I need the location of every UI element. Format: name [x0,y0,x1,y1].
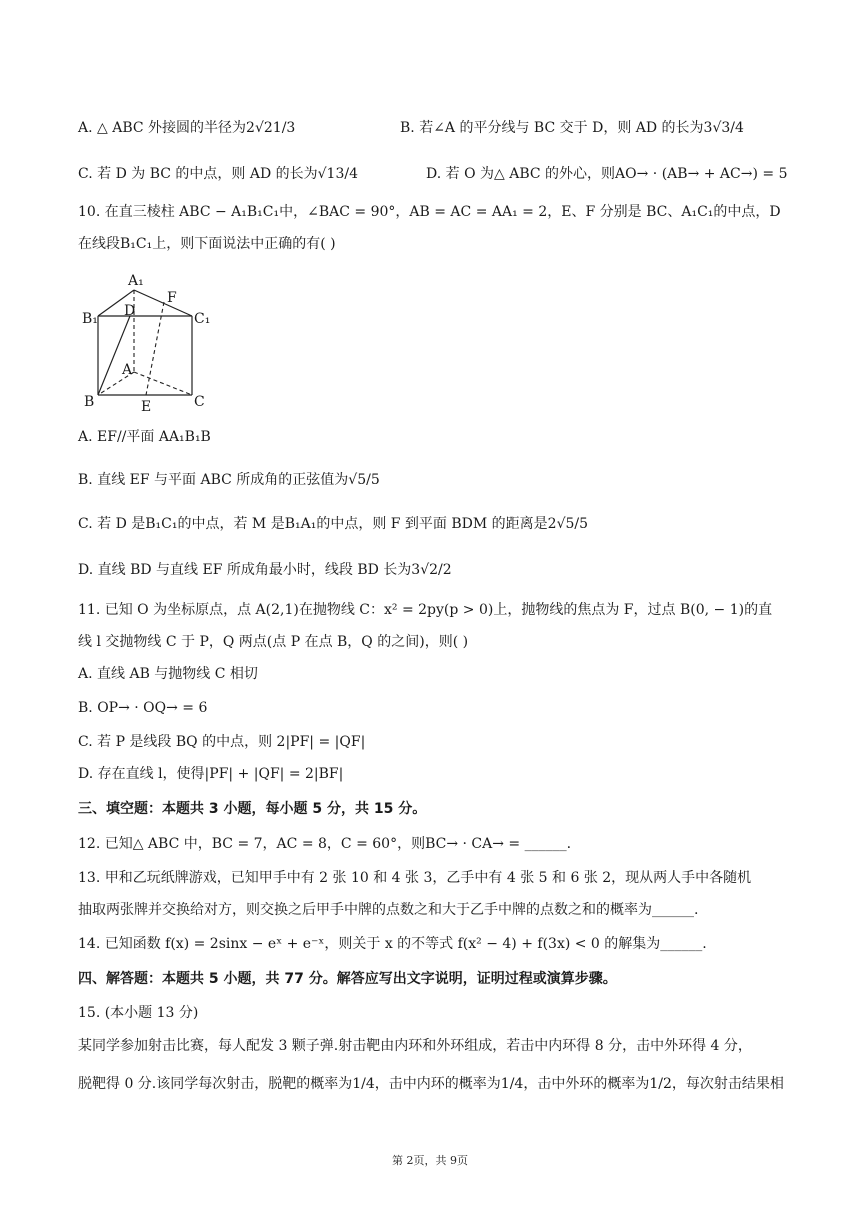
q15-line2: 脱靶得 0 分.该同学每次射击，脱靶的概率为1/4，击中内环的概率为1/4，击中外环的概率为1/2，每次射击结果相 [78,1076,784,1092]
label-a: A [122,362,133,378]
q9-option-c: C. 若 D 为 BC 的中点，则 AD 的长为√13/4 [78,166,358,182]
q10-option-a: A. EF//平面 AA₁B₁B [78,429,211,445]
q9-option-a: A. △ ABC 外接圆的半径为2√21/3 [78,120,296,136]
q10-stem-line1: 10. 在直三棱柱 ABC − A₁B₁C₁中，∠BAC = 90°，AB = AC = AA₁ = 2，E、F 分别是 BC、A₁C₁的中点，D [78,204,781,220]
label-c1: C₁ [194,311,211,327]
q11-stem-line1: 11. 已知 O 为坐标原点，点 A(2,1)在抛物线 C：x² = 2py(p > 0)上，抛物线的焦点为 F，过点 B(0, − 1)的直 [78,602,773,618]
q10-option-d: D. 直线 BD 与直线 EF 所成角最小时，线段 BD 长为3√2/2 [78,562,452,578]
q15-header: 15. (本小题 13 分) [78,1005,199,1021]
prism-figure [78,268,218,418]
q12: 12. 已知△ ABC 中，BC = 7，AC = 8，C = 60°，则BC→ · CA→ = ______. [78,836,572,852]
label-b: B [84,394,95,410]
page-footer: 第 2页，共 9页 [392,1154,468,1167]
q11-option-c: C. 若 P 是线段 BQ 的中点，则 2|PF| = |QF| [78,734,366,750]
section-4-heading: 四、解答题：本题共 5 小题，共 77 分。解答应写出文字说明，证明过程或演算步骤。 [78,971,617,987]
q10-option-b: B. 直线 EF 与平面 ABC 所成角的正弦值为√5/5 [78,472,380,488]
label-e: E [141,399,152,415]
label-c: C [194,394,205,410]
label-d: D [124,303,136,319]
q13-line1: 13. 甲和乙玩纸牌游戏，已知甲手中有 2 张 10 和 4 张 3，乙手中有 4 张 5 和 6 张 2，现从两人手中各随机 [78,870,752,886]
q11-option-d: D. 存在直线 l，使得|PF| + |QF| = 2|BF| [78,766,344,782]
label-a1: A₁ [128,273,144,289]
section-3-heading: 三、填空题：本题共 3 小题，每小题 5 分，共 15 分。 [78,801,427,817]
q15-line1: 某同学参加射击比赛，每人配发 3 颗子弹.射击靶由内环和外环组成，若击中内环得 8 分，击中外环得 4 分， [78,1038,752,1054]
label-f: F [167,290,177,306]
q13-line2: 抽取两张牌并交换给对方，则交换之后甲手中牌的点数之和大于乙手中牌的点数之和的概率为______. [78,902,699,918]
q11-option-a: A. 直线 AB 与抛物线 C 相切 [78,666,258,682]
label-b1: B₁ [82,311,98,327]
q9-option-b: B. 若∠A 的平分线与 BC 交于 D，则 AD 的长为3√3/4 [400,120,744,136]
q14: 14. 已知函数 f(x) = 2sinx − eˣ + e⁻ˣ，则关于 x 的不等式 f(x² − 4) + f(3x) < 0 的解集为______. [78,936,707,952]
q11-stem-line2: 线 l 交抛物线 C 于 P，Q 两点(点 P 在点 B，Q 的之间)，则( ) [78,634,469,650]
q10-option-c: C. 若 D 是B₁C₁的中点，若 M 是B₁A₁的中点，则 F 到平面 BDM 的距离是2√5/5 [78,516,589,532]
q10-stem-line2: 在线段B₁C₁上，则下面说法中正确的有( ) [78,236,336,252]
q11-option-b: B. OP→ · OQ→ = 6 [78,700,208,716]
q9-option-d: D. 若 O 为△ ABC 的外心，则AO→ · (AB→ + AC→) = 5 [426,166,788,182]
